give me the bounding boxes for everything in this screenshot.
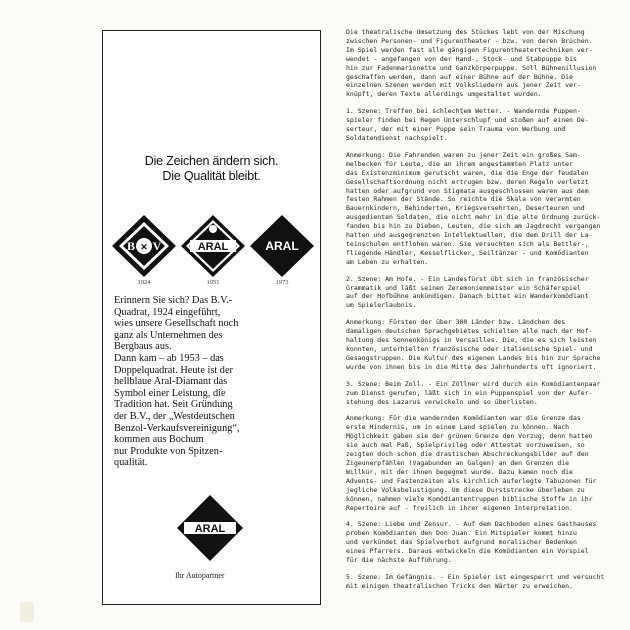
svg-text:ARAL: ARAL — [194, 523, 226, 535]
article-line: und verkündet das Spielverbot aufgrund moralischer Bedenken — [346, 538, 577, 547]
article-line: hatten und ausgegrenzten Intellektuellen, die dem Drill der La- — [346, 231, 593, 240]
ad-body-line: der B.V., der „Westdeutschen — [114, 410, 235, 422]
article-line: Grammatik und läßt seinen Zeremonienmeister ein Schäferspiel — [346, 283, 581, 292]
article-paragraph — [346, 275, 610, 311]
article-line: Repertoire auf - freilich in ihrer eigenen Interpretation. — [346, 503, 573, 512]
ad-body-line: Erinnern Sie sich? Das B.V.- — [114, 295, 233, 306]
article-line: 4. Szene: Liebe und Zensur. - Auf dem Dachboden eines Gasthauses — [346, 520, 597, 529]
aral-advertisement — [102, 30, 321, 605]
article-line: ausgedienten Soldaten, die nicht mehr in die alte Ordnung zurück- — [346, 213, 601, 222]
ad-body-line: hellblaue Aral-Diamant das — [114, 376, 228, 388]
ad-body-line: qualität. — [114, 457, 148, 469]
article-paragraph — [346, 520, 610, 565]
svg-text:B: B — [126, 239, 136, 253]
logo-1951 — [178, 213, 248, 284]
article-line: Die theatralische Umsetzung des Stückes lebt von der Mischung — [346, 28, 585, 36]
article-line: zum Dienst gerufen, läßt sich in ein Puppenspiel von der Aufer- — [346, 388, 593, 397]
article-line: wendet - angefangen von der Hand-, Stock- und Stabpuppe bis — [346, 54, 577, 63]
article-line: sie auch mal Paß, Spielprivileg oder Attestat vorzuweisen, so — [346, 441, 585, 450]
article-line: das Existenzminimum gerutscht waren, die die Enge der feudalen — [346, 168, 589, 177]
article-line: fliegende Händler, Kesselflicker, Seiltänzer - und Komödianten — [346, 248, 589, 257]
svg-text:✕: ✕ — [140, 242, 148, 252]
article-line: erste Hindernis, um in einem Land spielen zu können. Nach — [346, 423, 570, 432]
article-line: Anmerkung: Für die wandernden Komödianten war die Grenze das — [346, 414, 581, 423]
page-corner-mark — [20, 602, 34, 622]
article-line: mit einigen theatralischen Tricks den Wärter zu erweichen. — [346, 581, 573, 590]
logo-year: 1973 — [275, 279, 289, 286]
aral-diamant-icon — [247, 213, 317, 279]
article-paragraph — [346, 318, 610, 371]
article-line: Gesangstruppen. Die Kultur des eigenen Landes bis hin zur Sprache — [346, 353, 601, 362]
article-line: knüpft, deren Texte allerdings umgestaltet wurden. — [346, 90, 542, 99]
svg-text:ARAL: ARAL — [197, 241, 229, 253]
article-line: serteur, der mit einer Puppe sein Trauma von Werbung und — [346, 125, 566, 134]
ad-headline-line-1: Die Zeichen ändern sich. — [144, 154, 279, 168]
article-line: zwischen Personen- und Figurentheater - bzw. von deren Brüchen. — [346, 36, 593, 45]
article-line: auf der Hofbühne ankündigen. Danach bittet ein Wanderkomödiant — [346, 292, 589, 301]
ad-body-line: ganz als Unternehmen des — [114, 329, 223, 341]
article-line: 1. Szene: Treffen bei schlechtem Wetter. - Wandernde Puppen- — [346, 107, 581, 116]
ad-headline-line-2: Die Qualität bleibt. — [162, 169, 261, 183]
article-paragraph — [346, 573, 610, 591]
article-line: Soldatendienst nachspielt. — [346, 133, 448, 142]
article-line: wurde von ihnen bis in die Mitte des Jahrhunderts oft ignoriert. — [346, 362, 597, 371]
ad-body-line: Tradition hat. Seit Gründung — [114, 399, 233, 411]
ad-body-line: Quadrat, 1924 eingeführt, — [114, 306, 221, 318]
svg-text:ARAL: ARAL — [265, 239, 299, 253]
ad-tagline: Ihr Autopartner — [175, 571, 225, 580]
article-line: spieler finden bei Regen Unterschlupf und stoßen auf einen De- — [346, 116, 589, 125]
article-line: für die nächste Aufführung. — [346, 556, 452, 565]
article-line: stehung des Lazarus verwickeln und so überlisten. — [346, 397, 538, 406]
logo-1973 — [247, 213, 317, 284]
article-line: Bauernkindern, Behinderten, Kriegsversehrten, Deserteuren und — [346, 204, 585, 213]
ad-body-line: kommen aus Bochum — [114, 434, 204, 446]
ad-body-line: nur Produkte von Spitzen- — [114, 445, 223, 457]
logo-history-row — [109, 213, 317, 297]
article-paragraph — [346, 414, 610, 512]
article-paragraph — [346, 151, 610, 267]
article-paragraph — [346, 28, 610, 99]
article-line: festen Rahmen der Stände. So reichte die Skala von verarmten — [346, 195, 581, 204]
article-line: konnten, unterhielten französische oder italienische Spiel- und — [346, 345, 593, 353]
article-line: haltung des Sonnenkönigs in Versailles. Die, die es sich leisten — [346, 336, 597, 345]
article-line: hin zur Fadenmarionette und Ganzkörperpuppe. Soll Bühnenillusion — [346, 63, 597, 72]
article-line: eines Pfarrers. Daraus entwickeln die Komödianten ein Vorspiel — [346, 547, 589, 556]
article-column — [346, 28, 610, 599]
ad-body-line: wies unsere Gesellschaft noch — [114, 318, 239, 330]
article-paragraph — [346, 380, 610, 407]
article-line: 2. Szene: Am Hofe. - Ein Landesfürst übt sich in französischer — [346, 274, 589, 283]
article-line: Im Spiel werden fast alle gängigen Figurentheatertechniken ver- — [346, 45, 593, 54]
svg-text:V: V — [152, 239, 162, 253]
aral-bottom-logo — [175, 493, 245, 563]
aral-doppelquadrat-icon — [178, 213, 248, 279]
ad-body-line: Dann kam – ab 1953 – das — [114, 352, 224, 364]
logo-year: 1951 — [206, 279, 220, 286]
article-line: Advents- und Fastenzeiten als kirchlich auferlegte Tabuzonen für — [346, 476, 597, 485]
article-line: einzelnen Szenen werden mit Volksliedern aus jener Zeit ver- — [346, 81, 581, 90]
ad-body-line: Benzol-Verkaufsvereinigung“, — [114, 422, 240, 434]
article-paragraph — [346, 107, 610, 143]
article-line: Willkür, mit der ihnen begegnet wurde. Dazu kamen noch die — [346, 467, 573, 476]
article-line: am Leben zu erhalten. — [346, 257, 429, 266]
article-line: um Spielerlaubnis. — [346, 301, 417, 310]
article-line: damaligen deutschen Sprachgebietes schielten alle nach der Hof- — [346, 327, 593, 336]
article-line: Gesellschaftsordnung nicht ertrugen bzw. deren Regeln verletzt — [346, 177, 589, 186]
ad-body-text — [114, 295, 319, 469]
article-line: können, nahmen viele Komödiantentruppen biblische Stoffe in ihr — [346, 494, 593, 503]
article-line: Anmerkung: Die Fahrenden waren zu jener Zeit ein großes Sam- — [346, 150, 581, 159]
article-line: Zigeunerpfählen (Vagabunden an Galgen) an den Grenzen die — [346, 458, 570, 467]
logo-year: 1924 — [137, 279, 151, 286]
article-line: geschaffen werden, dann auf einer Bühne auf der Bühne. Die — [346, 72, 573, 81]
article-line: 3. Szene: Beim Zoll. - Ein Zöllner wird durch ein Komödiantenpaar — [346, 379, 601, 388]
article-line: fanden bis hin zu Dieben, Leuten, die sich am Jagdrecht vergangen — [346, 222, 601, 231]
article-line: jegliche Volksbelustigung. Um diese Durststrecke überleben zu — [346, 485, 585, 494]
article-line: Möglichkeit gaben sie der grünen Grenze den Vorzug, denn hatten — [346, 432, 593, 441]
logo-1924 — [109, 213, 179, 284]
article-line: 5. Szene: Im Gefängnis. - Ein Spieler ist eingesperrt und versucht — [346, 572, 605, 581]
article-line: proben Komödianten den Don Juan. Ein Mitspieler kommt hinzu — [346, 529, 577, 538]
ad-body-line: Doppelquadrat. Heute ist der — [114, 364, 233, 376]
aral-diamant-icon — [175, 493, 245, 563]
ad-body-line: Symbol einer Leistung, die — [114, 387, 226, 399]
article-line: melbecken für Leute, die an ihrem angestammten Platz unter — [346, 159, 573, 168]
article-line: zeigten doch schon die drastischen Abschreckungsbilder auf den — [346, 450, 589, 459]
ad-headline — [103, 154, 320, 184]
article-line: teinschulen entflohen waren. Sie versuchten sich als Bettler-, — [346, 239, 589, 248]
ad-body-line: Bergbaus aus. — [114, 341, 172, 353]
bv-quadrat-icon — [109, 213, 179, 279]
article-line: hatten oder aufgrund von Stigmata ausgeschlossen waren aus dem — [346, 186, 589, 195]
article-line: Anmerkung: Fürsten der über 300 Länder bzw. Ländchen des — [346, 318, 566, 327]
